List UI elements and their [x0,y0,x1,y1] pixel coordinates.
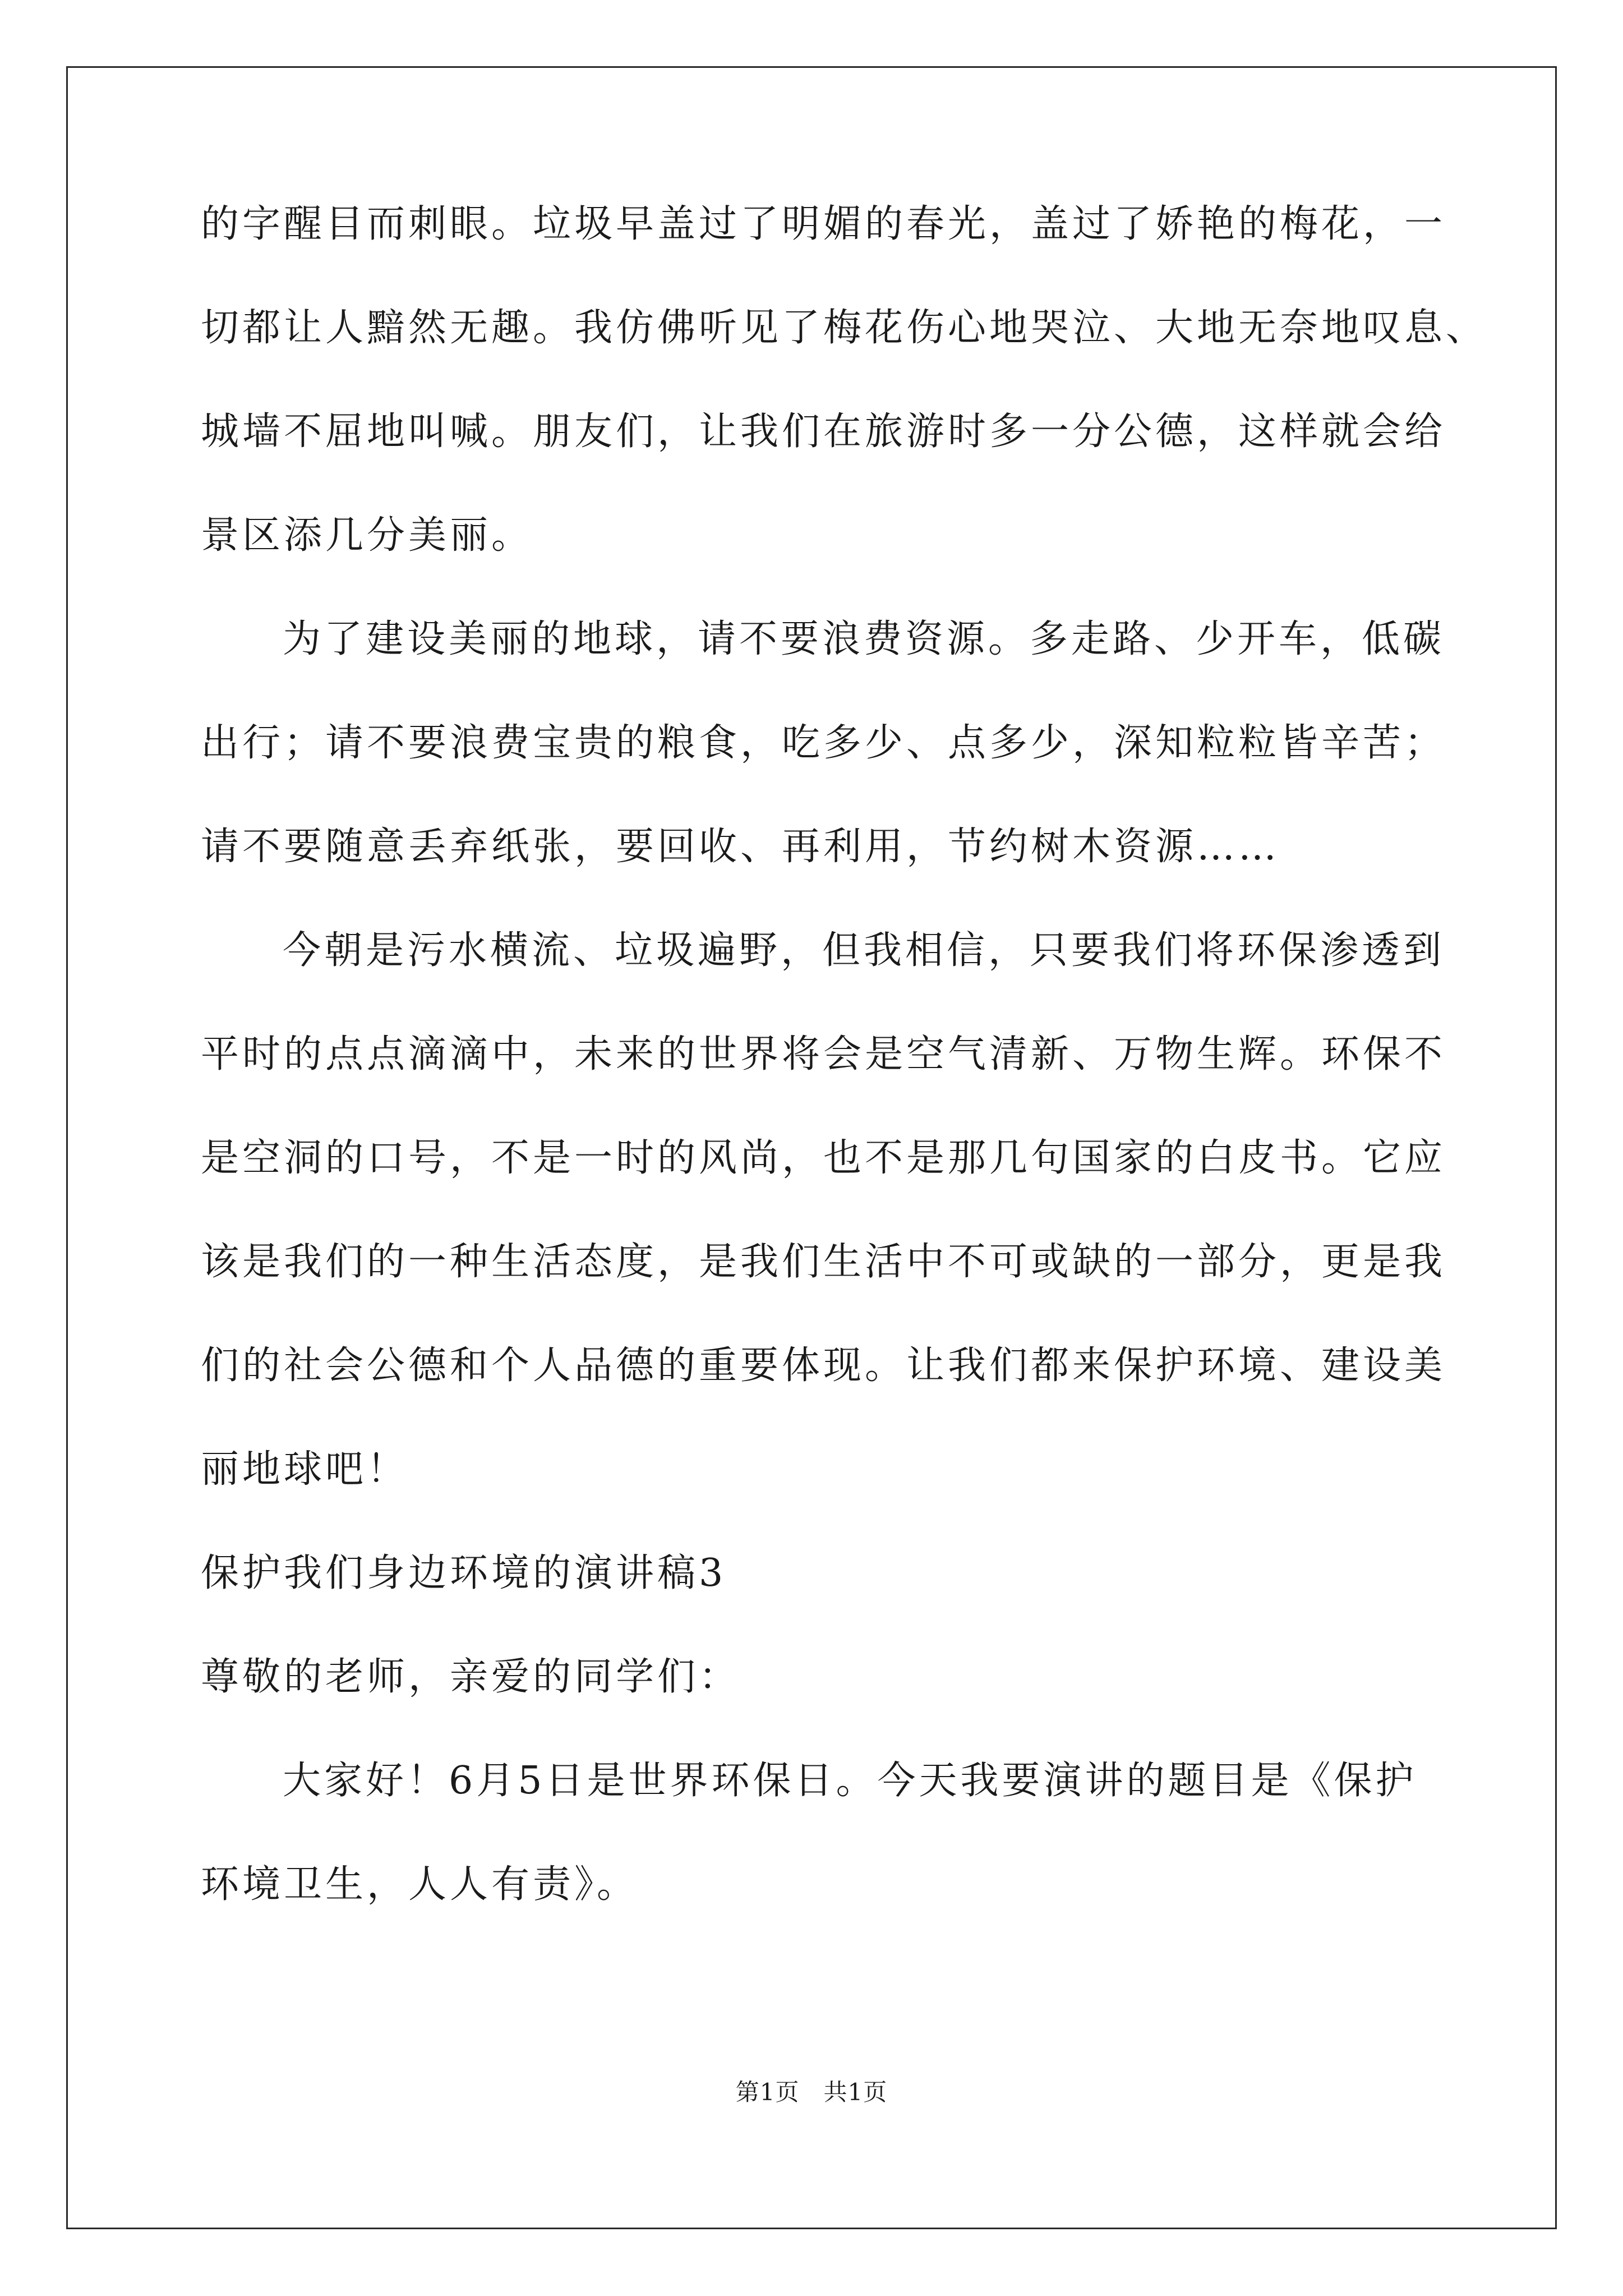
salutation: 尊敬的老师，亲爱的同学们： [201,1655,741,1699]
text-line: 城墙不屈地叫喊。朋友们，让我们在旅游时多一分公德，这样就会给 [201,409,1446,454]
text-line: 大家好！6月5日是世界环保日。今天我要演讲的题目是《保护 [283,1759,1417,1803]
section-heading: 保护我们身边环境的演讲稿3 [201,1551,727,1595]
text-line: 环境卫生，人人有责》。 [201,1862,639,1907]
text-line: 景区添几分美丽。 [201,513,533,558]
text-line: 出行；请不要浪费宝贵的粮食，吃多少、点多少，深知粒粒皆辛苦； [201,721,1446,765]
text-line: 请不要随意丢弃纸张，要回收、再利用，节约树木资源…… [201,825,1280,869]
text-line: 们的社会公德和个人品德的重要体现。让我们都来保护环境、建设美 [201,1343,1446,1388]
text-line: 丽地球吧！ [201,1447,409,1492]
text-line: 平时的点点滴滴中，未来的世界将会是空气清新、万物生辉。环保不 [201,1032,1446,1076]
text-line: 为了建设美丽的地球，请不要浪费资源。多走路、少开车，低碳 [283,617,1445,661]
text-line: 的字醒目而刺眼。垃圾早盖过了明媚的春光，盖过了娇艳的梅花，一 [201,202,1446,246]
text-line: 切都让人黯然无趣。我仿佛听见了梅花伤心地哭泣、大地无奈地叹息、 [201,306,1488,350]
text-line: 是空洞的口号，不是一时的风尚，也不是那几句国家的白皮书。它应 [201,1136,1446,1180]
text-line: 今朝是污水横流、垃圾遍野，但我相信，只要我们将环保渗透到 [283,928,1445,973]
page-footer: 第1页 共1页 [735,2078,888,2106]
text-line: 该是我们的一种生活态度，是我们生活中不可或缺的一部分，更是我 [201,1240,1446,1284]
